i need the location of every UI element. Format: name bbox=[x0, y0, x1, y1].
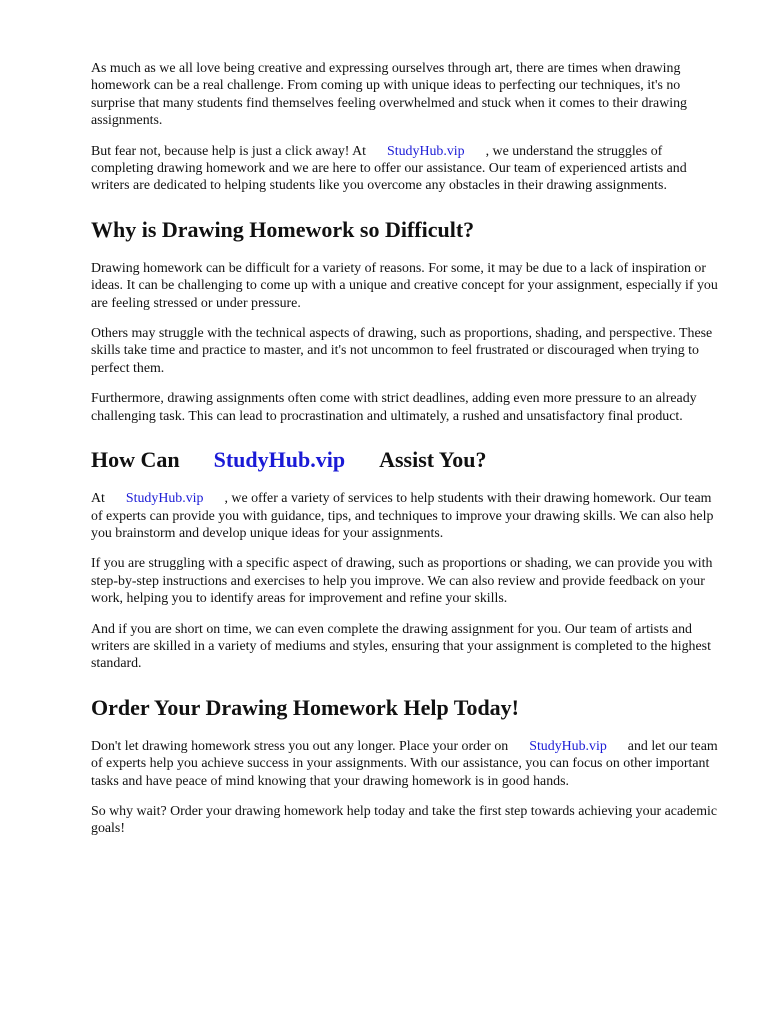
heading-how-text-before: How Can bbox=[91, 447, 180, 473]
intro-paragraph-2 bbox=[91, 143, 721, 195]
why-paragraph-1: Drawing homework can be difficult for a variety of reasons. For some, it may be due to a lack of inspiration or ideas. It can be challenging to come up with a unique and creative concept for your assignment, especially if you are feeling stressed or under pressure. bbox=[91, 260, 718, 311]
intro-p2-text-before: But fear not, because help is just a click away! At bbox=[91, 143, 367, 159]
how-paragraph-3: And if you are short on time, we can even complete the drawing assignment for you. Our team of artists and writers are skilled in a variety of mediums and styles, ensuring that your assignment is completed to the highest standard. bbox=[91, 621, 711, 672]
how-paragraph-1 bbox=[91, 490, 721, 542]
studyhub-link-order[interactable]: StudyHub.vip bbox=[529, 738, 607, 754]
order-paragraph-2: So why wait? Order your drawing homework help today and take the first step towards achieving your academic goals! bbox=[91, 803, 718, 837]
studyhub-link-intro[interactable]: StudyHub.vip bbox=[387, 143, 465, 159]
order-p1-text-before: Don't let drawing homework stress you out any longer. Place your order on bbox=[91, 738, 509, 754]
heading-order-today: Order Your Drawing Homework Help Today! bbox=[91, 694, 520, 720]
order-paragraph-1 bbox=[91, 738, 721, 790]
heading-how-can-assist bbox=[91, 447, 721, 473]
heading-why-difficult: Why is Drawing Homework so Difficult? bbox=[91, 216, 475, 242]
why-paragraph-3: Furthermore, drawing assignments often come with strict deadlines, adding even more pressure to an already challenging task. This can lead to procrastination and ultimately, a rushed and unsatisfactory final product. bbox=[91, 391, 697, 424]
how-p1-text-before: At bbox=[91, 491, 105, 507]
studyhub-link-heading[interactable]: StudyHub.vip bbox=[213, 447, 346, 473]
how-p1-text-after: , we offer a variety of services to help students with their drawing homework. Our team of experts can provide you with guidance, tips, and techniques to improve your drawing skills. We can also help you brainstorm and develop unique ideas for your assignments. bbox=[91, 491, 714, 541]
how-paragraph-2: If you are struggling with a specific aspect of drawing, such as proportions or shading, we can provide you with step-by-step instructions and exercises to help you improve. We can also review and provide feedback on your work, helping you to identify areas for improvement and refine your skills. bbox=[91, 556, 713, 607]
intro-p2-text-after: , we understand the struggles of completing drawing homework and we are here to offer our assistance. Our team of experienced artists and writers are dedicated to helping students like you overcome any obstacles in their drawing assignments. bbox=[91, 143, 687, 194]
order-p1-text-after: and let our team of experts help you achieve success in your assignments. With our assistance, you can focus on other important tasks and have peace of mind knowing that your drawing homework is in good hands. bbox=[91, 738, 718, 789]
why-paragraph-2: Others may struggle with the technical aspects of drawing, such as proportions, shading, and perspective. These skills take time and practice to master, and it's not uncommon to feel frustrated or discouraged when trying to perfect them. bbox=[91, 326, 713, 376]
heading-how-text-after: Assist You? bbox=[379, 447, 487, 473]
intro-paragraph-1: As much as we all love being creative and expressing ourselves through art, there are times when drawing homework can be a real challenge. From coming up with unique ideas to perfecting our techniques, it's no surprise that many students find themselves feeling overwhelmed and stuck when it comes to their drawing assignments. bbox=[91, 61, 687, 129]
document-page bbox=[91, 60, 721, 851]
studyhub-link-how[interactable]: StudyHub.vip bbox=[125, 491, 204, 507]
